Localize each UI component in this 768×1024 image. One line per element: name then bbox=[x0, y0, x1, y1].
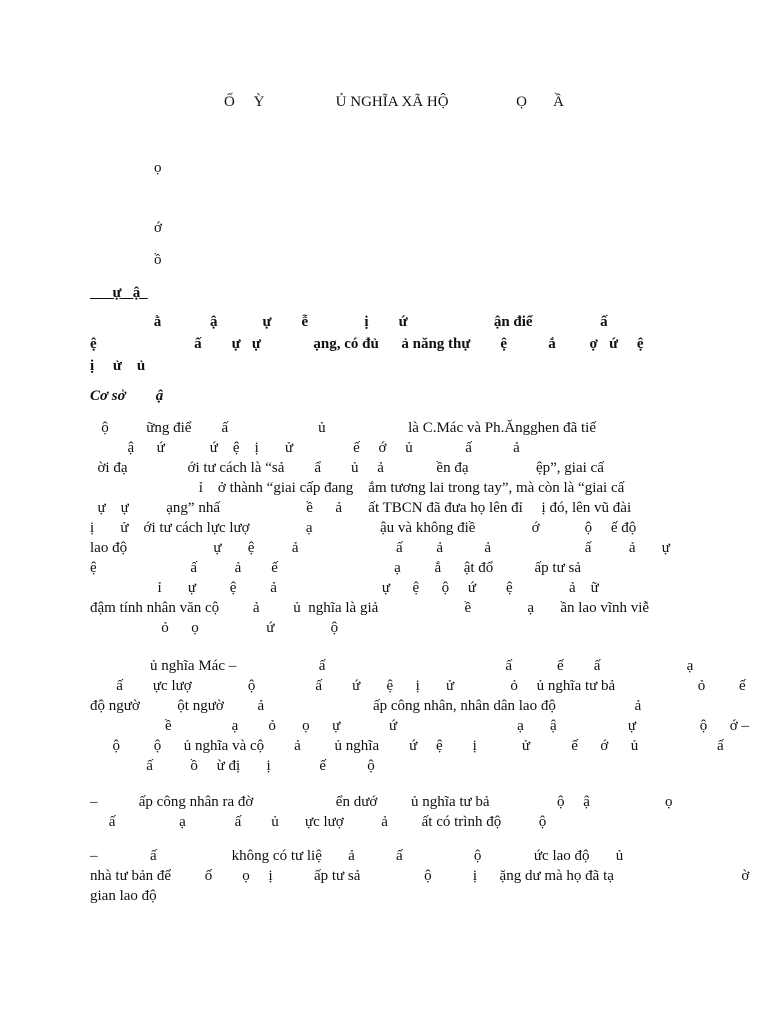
bold-paragraph-line-3: ị ử ủ bbox=[90, 358, 146, 374]
paragraph-2-line: ủ nghĩa Mác – ấ ấ ế ấ ạ bbox=[90, 658, 694, 674]
paragraph-2-line: ấ ực lượ ộ ấ ứ ệ ị ử ỏ ủ nghĩa tư bả ỏ ế bbox=[90, 678, 746, 694]
toc-item-3: ồ bbox=[154, 252, 162, 268]
bold-paragraph-line-1: ằ ậ ự ễ ị ứ ận điể ấ bbox=[90, 314, 608, 330]
paragraph-4-line: gian lao độ bbox=[90, 888, 157, 904]
section-heading: ự ậ bbox=[90, 285, 148, 301]
paragraph-3-line: ấ ạ ấ ủ ực lượ ả ất có trình độ ộ bbox=[90, 814, 547, 830]
paragraph-4-line: – ấ không có tư liệ ả ấ ộ ức lao độ ủ bbox=[90, 848, 624, 864]
paragraph-1-line: ỉ ự ệ ả ự ệ ộ ứ ệ ả ữ bbox=[90, 580, 599, 596]
paragraph-1-line: ị ử ới tư cách lực lượ ạ ậu và không điề ớ ộ ế độ bbox=[90, 520, 637, 536]
paragraph-1-line: ộ ững điể ấ ủ là C.Mác và Ph.Ăngghen đã tiế bbox=[90, 420, 596, 436]
paragraph-1-line: ậ ứ ứ ệ ị ử ế ớ ủ ấ ả bbox=[90, 440, 520, 456]
paragraph-1-line: ời đạ ới tư cách là “sả ẩ ủ ả ền đạ ệp”, giai cấ bbox=[90, 460, 604, 476]
toc-item-2: ớ bbox=[154, 220, 162, 236]
italic-subheading: Cơ sở ậ bbox=[90, 388, 164, 404]
paragraph-4-line: nhà tư bản để ố ọ ị ấp tư sả ộ ị ặng dư mà họ đã tạ ờ bbox=[90, 868, 750, 884]
paragraph-1-line: ệ ấ ả ế ạ ắ ật đổ ấp tư sả bbox=[90, 560, 581, 576]
paragraph-2-line: ấ ồ ừ đị ị ế ộ bbox=[90, 758, 375, 774]
paragraph-1-line: ự ự ạng” nhấ ề ả ất TBCN đã đưa họ lên đỉ ị đó, lên vũ đài bbox=[90, 500, 632, 516]
document-title: Ố Ỳ Ủ NGHĨA XÃ HỘ Ọ Ầ bbox=[224, 94, 564, 110]
paragraph-2-line: độ ngườ ột ngườ ả ấp công nhân, nhân dân lao độ ả bbox=[90, 698, 642, 714]
paragraph-1-line: ỏ ọ ứ ộ bbox=[90, 620, 339, 636]
toc-item-1: ọ bbox=[154, 160, 162, 176]
paragraph-1-line: ỉ ở thành “giai cấp đang ắm tương lai trong tay”, mà còn là “giai cấ bbox=[90, 480, 625, 496]
paragraph-1-line: lao độ ự ệ ả ấ ả ả ấ ả ự bbox=[90, 540, 670, 556]
bold-paragraph-line-2: ệ ấ ự ự ạng, có đủ ả năng thự ệ ắ ợ ứ ệ bbox=[90, 336, 644, 352]
paragraph-3-line: – ấp công nhân ra đờ ển dướ ủ nghĩa tư bả ộ ậ ọ bbox=[90, 794, 673, 810]
paragraph-2-line: ề ạ ỏ ọ ự ứ ạ ậ ự ộ ớ – bbox=[90, 718, 749, 734]
paragraph-2-line: ộ ộ ủ nghĩa và cộ ả ủ nghĩa ứ ệ ị ử ế ớ ủ ấ bbox=[90, 738, 724, 754]
paragraph-1-line: đậm tính nhân văn cộ ả ủ nghĩa là giả ề ạ ần lao vĩnh viễ bbox=[90, 600, 650, 616]
